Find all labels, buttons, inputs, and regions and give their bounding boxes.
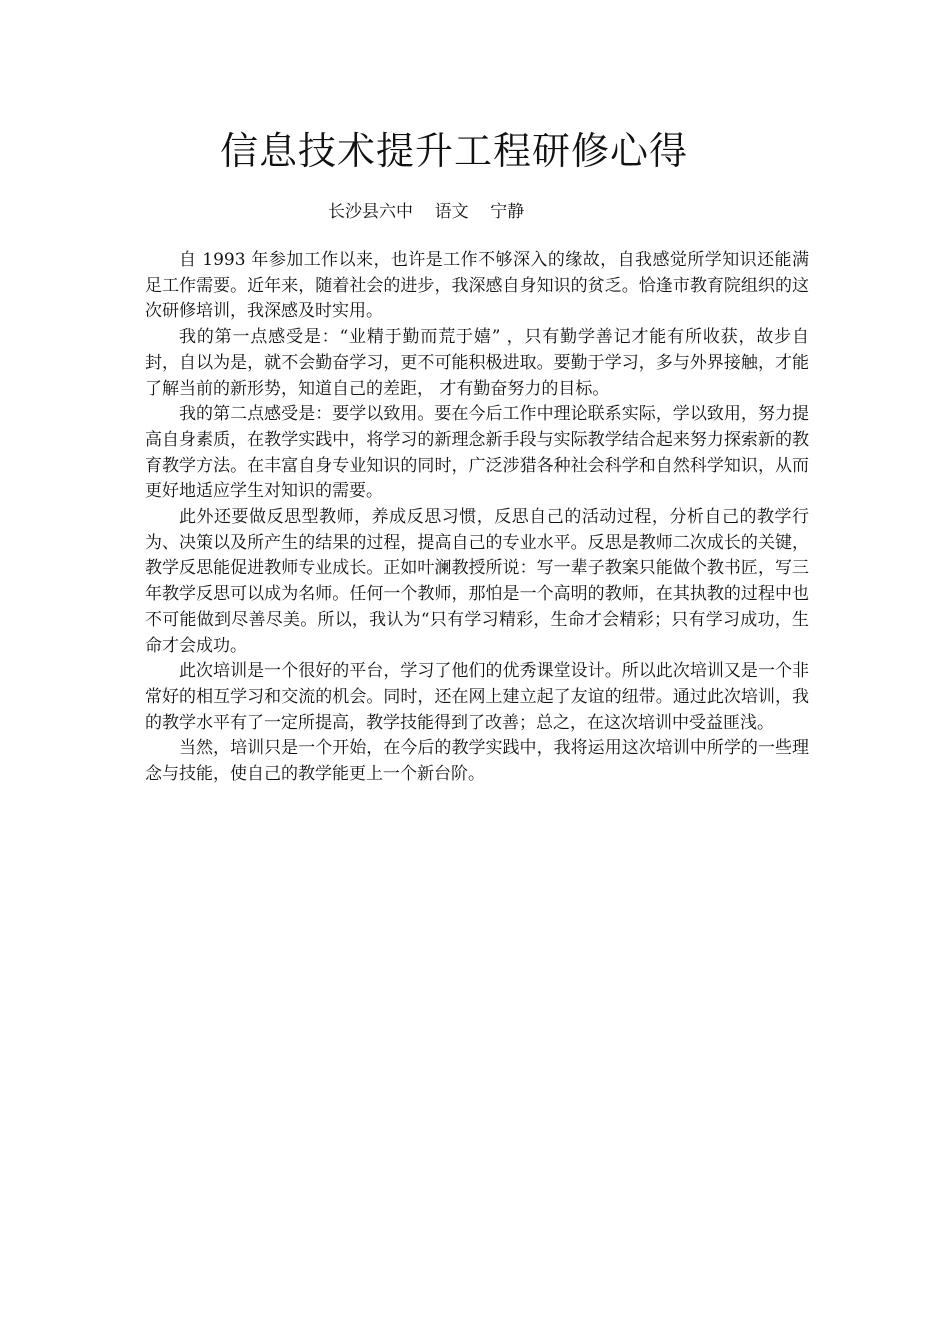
body-paragraph-2: 我的第一点感受是：“业精于勤而荒于嬉” ，只有勤学善记才能有所收获，故步自封，自以为是，就不会勤奋学习，更不可能积极进取。要勤于学习，多与外界接触，才能了解当前的新形势，知道自己的差距， 才有勤奋努力的目标。 [145, 327, 809, 399]
body-paragraph-1: 自 1993 年参加工作以来，也许是工作不够深入的缘故，自我感觉所学知识还能满足工作需要。近年来，随着社会的进步，我深感自身知识的贫乏。恰逢市教育院组织的这次研修培训，我深感及时实用。 [145, 250, 809, 322]
author-line: 长沙县六中 语文 宁静 [328, 202, 525, 222]
document-body [145, 248, 809, 788]
body-paragraph-5: 此次培训是一个很好的平台，学习了他们的优秀课堂设计。所以此次培训又是一个非常好的相互学习和交流的机会。同时，还在网上建立起了友谊的纽带。通过此次培训，我的教学水平有了一定所提高，教学技能得到了改善；总之，在这次培训中受益匪浅。 [145, 661, 809, 733]
body-paragraph-3: 我的第二点感受是：要学以致用。要在今后工作中理论联系实际，学以致用，努力提高自身素质，在教学实践中，将学习的新理念新手段与实际教学结合起来努力探索新的教育教学方法。在丰富自身专业知识的同时，广泛涉猎各种社会科学和自然科学知识，从而更好地适应学生对知识的需要。 [145, 404, 809, 502]
document-title: 信息技术提升工程研修心得 [220, 129, 689, 173]
body-paragraph-6: 当然，培训只是一个开始，在今后的教学实践中，我将运用这次培训中所学的一些理念与技能，使自己的教学能更上一个新台阶。 [145, 738, 809, 785]
body-paragraph-4: 此外还要做反思型教师，养成反思习惯，反思自己的活动过程，分析自己的教学行为、决策以及所产生的结果的过程，提高自己的专业水平。反思是教师二次成长的关键，教学反思能促进教师专业成长。正如叶澜教授所说：写一辈子教案只能做个教书匠，写三年教学反思可以成为名师。任何一个教师，那怕是一个高明的教师，在其执教的过程中也不可能做到尽善尽美。所以，我认为“只有学习精彩，生命才会精彩；只有学习成功，生命才会成功。 [145, 507, 809, 656]
